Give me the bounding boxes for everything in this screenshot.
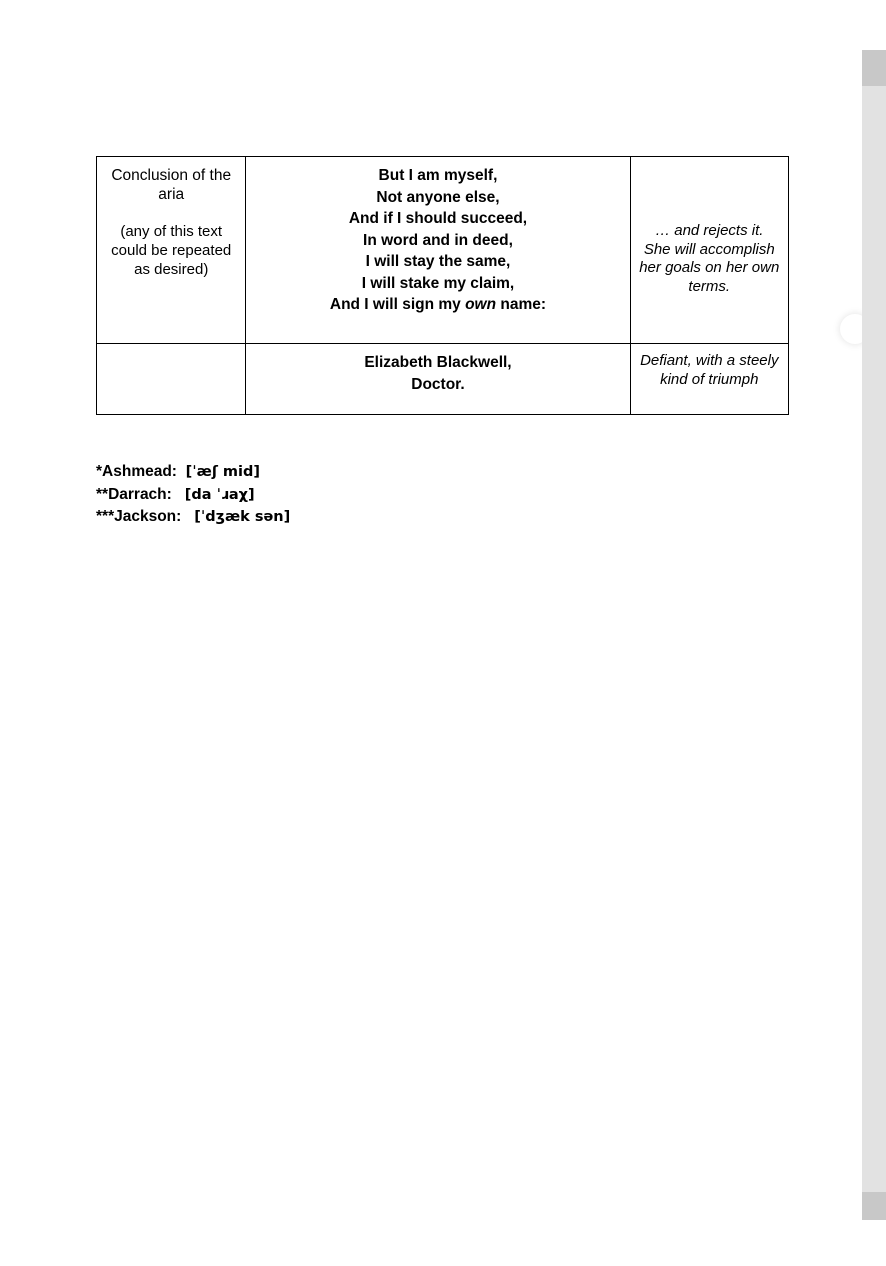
lyrics-cell [246, 344, 630, 415]
table-row [97, 344, 789, 415]
lyric-line: Not anyone else, [376, 188, 500, 206]
section-description: Conclusion of the aria [111, 167, 232, 203]
lyric-line: Doctor. [411, 375, 465, 393]
lyric-line-final [246, 294, 629, 316]
lyric-emphasis: own [465, 296, 497, 313]
stage-direction-lead: … and rejects it. [655, 222, 764, 239]
footnote-ipa: [da ˈɹaχ] [184, 486, 255, 503]
scroll-up-button[interactable] [862, 50, 886, 86]
pronunciation-footnotes [96, 461, 290, 529]
footnote-label: *Ashmead: [96, 463, 186, 480]
aria-table [96, 156, 789, 415]
footnote-ipa: [ˈæʃ mid] [185, 464, 261, 480]
stage-direction-cell [630, 157, 788, 344]
table-row [97, 157, 789, 344]
lyric-fragment: And I will sign my [329, 296, 466, 313]
stage-direction-cell [630, 344, 788, 415]
footnote-label: ***Jackson: [96, 508, 195, 525]
footnote [96, 461, 290, 484]
lyrics-cell [246, 157, 630, 344]
footnote [96, 506, 290, 529]
stage-direction: Defiant, with a steely kind of triumph [640, 352, 779, 388]
stage-direction: She will accomplish her goals on her own terms. [639, 240, 780, 295]
scroll-down-button[interactable] [862, 1192, 886, 1220]
lyric-fragment: name: [496, 296, 547, 313]
repeat-note: (any of this text could be repeated as desired) [111, 223, 232, 278]
description-cell [97, 344, 246, 415]
lyric-line: I will stake my claim, [361, 274, 515, 292]
lyric-line: I will stay the same, [365, 253, 511, 270]
footnote-ipa: [ˈdʒæk sən] [194, 509, 291, 525]
vertical-scrollbar[interactable] [862, 50, 886, 1220]
lyric-line: In word and in deed, [363, 231, 513, 249]
description-cell [97, 157, 246, 344]
footnote-label: **Darrach: [96, 485, 185, 503]
lyric-line: And if I should succeed, [348, 210, 528, 227]
lyric-line: Elizabeth Blackwell, [364, 354, 512, 371]
footnote [96, 484, 290, 507]
lyric-line: But I am myself, [378, 167, 498, 184]
